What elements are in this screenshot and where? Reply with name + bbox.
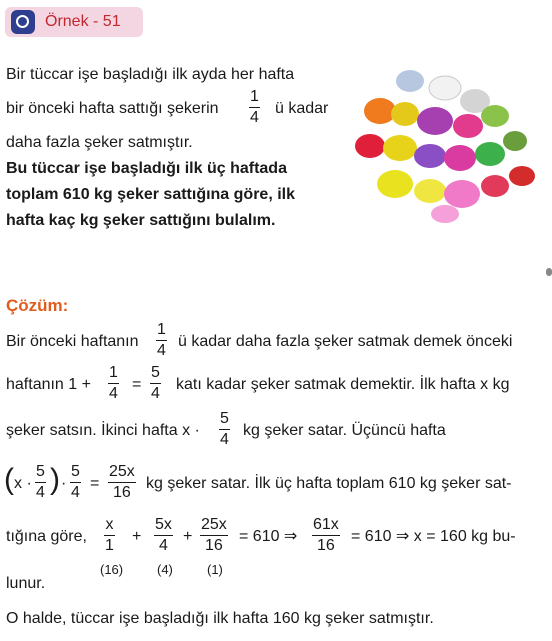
problem-line-2b: ü kadar: [275, 100, 329, 117]
solution-heading: Çözüm:: [6, 296, 69, 315]
multiplier-16: (16): [100, 562, 124, 577]
problem-line-3: daha fazla şeker satmıştır.: [6, 134, 193, 151]
candy-illustration: [350, 66, 550, 226]
solution-line-4d: kg şeker satar. İlk üç hafta toplam 610 kg şeker sat-: [146, 475, 512, 492]
open-paren: (: [4, 463, 14, 496]
fraction-5-4: 5 4: [151, 364, 160, 403]
problem-bold-3: hafta kaç kg şeker sattığını bulalım.: [6, 212, 276, 229]
fraction-25x-16: 25x 16: [109, 463, 135, 502]
solution-line-4a: x ·: [14, 475, 32, 492]
example-badge: [5, 7, 143, 37]
fraction-25x-16: 25x 16: [201, 516, 227, 555]
solution-line-2c: katı kadar şeker satmak demektir. İlk hafta x kg: [176, 376, 510, 393]
fraction-5x-4: 5x 4: [155, 516, 172, 555]
multiplier-1: (1): [207, 562, 223, 577]
times-dot: ·: [61, 475, 67, 492]
fraction-1-4: 1 4: [157, 321, 166, 360]
fraction-61x-16: 61x 16: [313, 516, 339, 555]
close-paren: ): [50, 463, 60, 496]
fraction-5-4: 5 4: [220, 410, 229, 449]
problem-line-2a: bir önceki hafta sattığı şekerin: [6, 100, 219, 117]
multiplier-4: (4): [157, 562, 173, 577]
equals-sign: =: [90, 475, 100, 492]
plus-sign: +: [132, 528, 142, 545]
candy-pile: [355, 70, 535, 223]
fraction-5-4: 5 4: [71, 463, 80, 502]
problem-bold-2: toplam 610 kg şeker sattığına göre, ilk: [6, 186, 295, 203]
plus-sign: +: [183, 528, 193, 545]
fraction-5-4: 5 4: [36, 463, 45, 502]
edge-marker: [546, 268, 552, 276]
solution-line-5e: = 610 ⇒ x = 160 kg bu-: [351, 528, 516, 545]
fraction-1-4: 1 4: [109, 364, 118, 403]
problem-bold-1: Bu tüccar işe başladığı ilk üç haftada: [6, 160, 287, 177]
solution-line-2a: haftanın 1 +: [6, 376, 91, 393]
solution-line-5a: tığına göre,: [6, 528, 87, 545]
solution-line-6: lunur.: [6, 575, 46, 592]
solution-line-3a: şeker satsın. İkinci hafta x ·: [6, 422, 200, 439]
solution-line-5d: = 610 ⇒: [239, 528, 298, 545]
fraction-1-4: 1 4: [250, 88, 259, 127]
fraction-x-1: x 1: [105, 516, 114, 555]
problem-line-1: Bir tüccar işe başladığı ilk ayda her hafta: [6, 66, 295, 83]
badge-label: Örnek - 51: [45, 13, 121, 30]
solution-line-3b: kg şeker satar. Üçüncü hafta: [243, 422, 446, 439]
ring-icon: [11, 10, 35, 34]
solution-line-1b: ü kadar daha fazla şeker satmak demek önceki: [178, 333, 513, 350]
equals-sign: =: [132, 376, 142, 393]
conclusion-line: O halde, tüccar işe başladığı ilk hafta 160 kg şeker satmıştır.: [6, 610, 434, 627]
solution-line-1a: Bir önceki haftanın: [6, 333, 139, 350]
